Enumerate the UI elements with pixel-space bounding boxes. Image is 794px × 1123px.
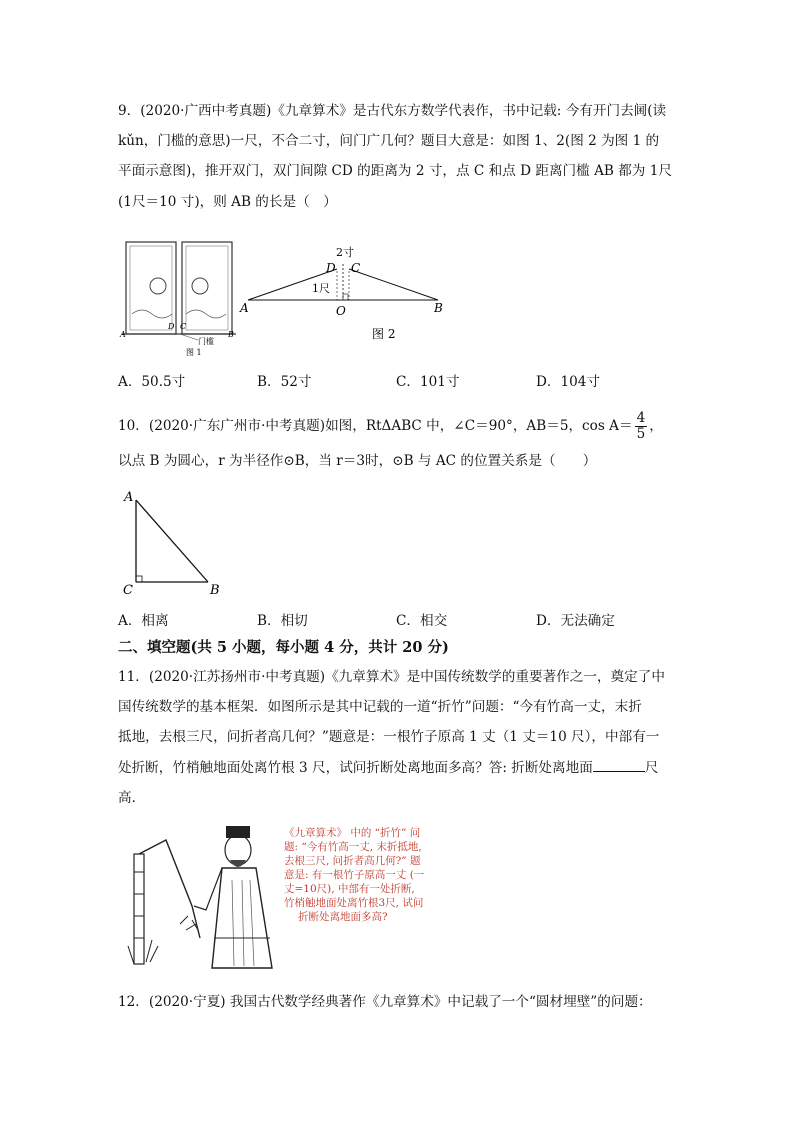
q10-line-1-end: ， bbox=[649, 418, 663, 434]
door-knocker-left bbox=[150, 278, 166, 294]
q12-line-1: 12．(2020·宁夏) 我国古代数学经典著作《九章算术》中记载了一个“圆材埋壁”的问题： bbox=[118, 994, 652, 1010]
fig1-threshold-caption: 门槛 bbox=[198, 337, 214, 346]
illustration-text-6: 竹梢触地面处离竹根3尺, 试问 bbox=[284, 897, 424, 909]
section-2-title: 二、填空题(共 5 小题，每小题 4 分，共计 20 分) bbox=[118, 639, 449, 656]
q10-fraction-num: 4 bbox=[636, 410, 646, 426]
illustration-text-5: 丈=10尺), 中部有一处折断, bbox=[284, 883, 415, 895]
illustration-text-7: 折断处离地面多高? bbox=[298, 911, 388, 923]
fig1-label-d: D bbox=[168, 322, 175, 331]
q9-option-b: B．52寸 bbox=[257, 374, 312, 390]
fig1-caption: 图 1 bbox=[186, 348, 202, 357]
fig2-caption: 图 2 bbox=[372, 327, 396, 341]
q9-line-1: 9．(2020·广西中考真题)《九章算术》是古代东方数学代表作，书中记载: 今有开门去阃(读 bbox=[118, 103, 667, 119]
q10-line-1 bbox=[118, 411, 663, 442]
answer-blank[interactable] bbox=[593, 759, 645, 772]
left-door-panel bbox=[126, 242, 176, 334]
fig1-label-a: A bbox=[120, 330, 126, 339]
q9-option-d: D．104寸 bbox=[536, 374, 601, 390]
q10-line-2: 以点 B 为圆心，r 为半径作⊙B，当 r＝3时，⊙B 与 AC 的位置关系是（ ） bbox=[118, 453, 597, 469]
q11-line-4-text: 处折断，竹梢触地面处离竹根 3 尺，试问折断处离地面多高？答: 折断处离地面 bbox=[118, 760, 593, 776]
q9-line-3: 平面示意图)，推开双门，双门间隙 CD 的距离为 2 寸，点 C 和点 D 距离门槛 AB 都为 1尺 bbox=[118, 163, 672, 179]
q10-option-a: A．相离 bbox=[118, 613, 169, 629]
q11-line-3: 抵地，去根三尺，问折者高几何？”题意是：一根竹子原高 1 丈（1 丈＝10 尺），中部有一 bbox=[118, 729, 660, 745]
scholar-figure bbox=[194, 826, 272, 968]
door-knocker-right bbox=[192, 278, 208, 294]
q10-line-1-text: 10．(2020·广东广州市·中考真题)如图，RtΔABC 中，∠C＝90°，AB＝5，cos A＝ bbox=[118, 418, 633, 434]
q10-fraction bbox=[635, 411, 648, 442]
fig1-label-c: C bbox=[180, 322, 187, 331]
fig2-label-o: O bbox=[336, 304, 346, 318]
right-angle-mark bbox=[343, 294, 348, 300]
q10-option-d: D．无法确定 bbox=[536, 613, 615, 629]
q11-line-5: 高． bbox=[118, 790, 146, 806]
segment-cb bbox=[349, 269, 438, 300]
fig1-label-b: B bbox=[228, 330, 234, 339]
fig-label-b: B bbox=[210, 583, 220, 598]
q10-fraction-den: 5 bbox=[636, 426, 646, 442]
q11-line-1: 11．(2020·江苏扬州市·中考真题)《九章算术》是中国传统数学的重要著作之一，奠定了中 bbox=[118, 669, 665, 685]
fig2-label-c: C bbox=[351, 261, 361, 275]
q11-line-2: 国传统数学的基本框架．如图所示是其中记载的一道“折竹”问题：“今有竹高一丈，末折 bbox=[118, 699, 642, 715]
q11-line-4 bbox=[118, 758, 658, 778]
q10-figure bbox=[118, 486, 228, 598]
fig2-label-b: B bbox=[434, 301, 443, 315]
q9-line-4: (1尺＝10 寸)，则 AB 的长是（ ） bbox=[118, 194, 337, 210]
fig2-label-2cun: 2寸 bbox=[336, 246, 354, 259]
fig2-label-1chi: 1尺 bbox=[312, 282, 330, 295]
q9-figure-1 bbox=[118, 236, 240, 360]
fig-label-c: C bbox=[123, 583, 133, 598]
right-door-panel bbox=[182, 242, 232, 334]
broken-top bbox=[139, 840, 200, 938]
illustration-text-3: 去根三尺, 问折者高几何?” 题 bbox=[284, 855, 421, 867]
q10-option-b: B．相切 bbox=[257, 613, 308, 629]
side-ab bbox=[136, 500, 208, 582]
q11-line-4-unit: 尺 bbox=[644, 760, 659, 776]
fig-label-a: A bbox=[124, 490, 134, 505]
q9-option-a: A．50.5寸 bbox=[118, 374, 186, 390]
illustration-text-4: 意是: 有一根竹子原高一丈 (一 bbox=[284, 869, 425, 881]
illustration-text-2: 题: “今有竹高一丈, 末折抵地, bbox=[284, 841, 422, 853]
illustration-text-block bbox=[284, 826, 425, 923]
q9-figure-2 bbox=[238, 240, 452, 344]
q9-option-c: C．101寸 bbox=[396, 374, 460, 390]
bamboo-shoots bbox=[128, 940, 158, 964]
q9-line-2: kǔn，门槛的意思)一尺，不合二寸，问门广几何？题目大意是：如图 1、2(图 2 为图 1 的 bbox=[118, 133, 660, 149]
fig2-label-a: A bbox=[240, 301, 249, 315]
bamboo-stalk bbox=[134, 854, 144, 964]
illustration-text-1: 《九章算术》 中的 “折竹” 问 bbox=[284, 827, 421, 839]
bamboo-illustration bbox=[122, 820, 500, 970]
right-angle-c bbox=[136, 576, 142, 582]
fig2-label-d: D bbox=[326, 261, 336, 275]
q10-option-c: C．相交 bbox=[396, 613, 448, 629]
